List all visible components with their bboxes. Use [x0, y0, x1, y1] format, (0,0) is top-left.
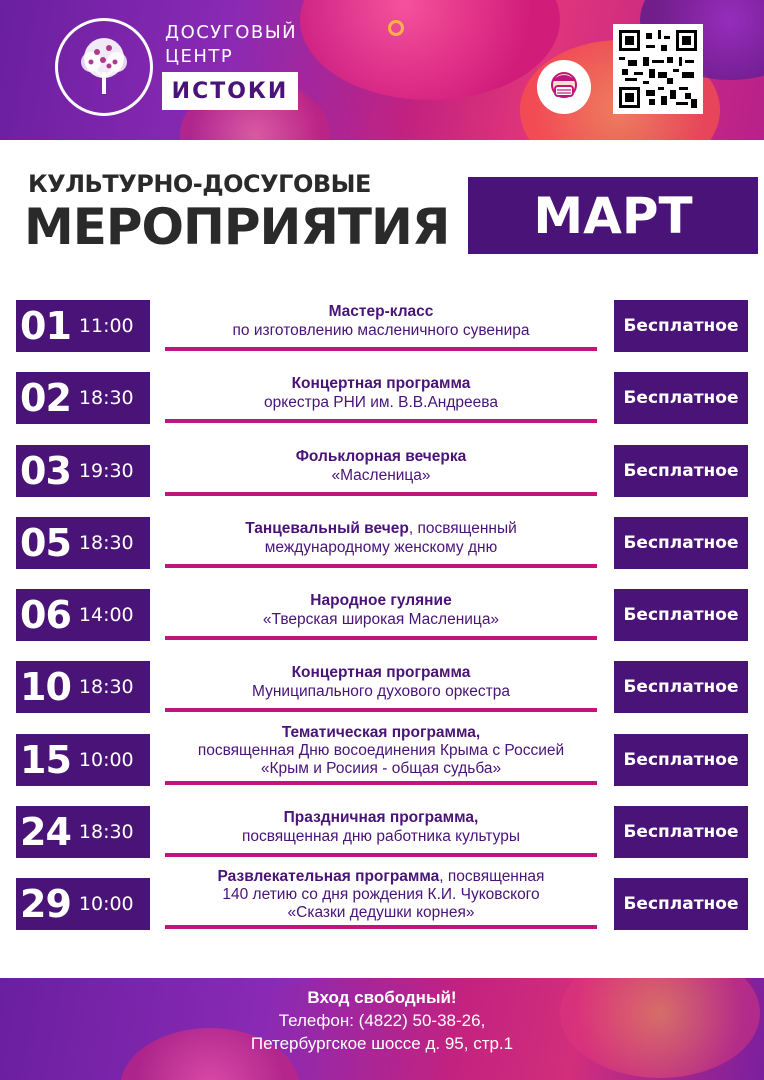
event-title: Фольклорная вечерка — [295, 448, 467, 465]
event-underline — [165, 564, 597, 568]
event-title-rest: , посвященный — [408, 520, 517, 537]
decor-blob — [300, 0, 560, 100]
event-description — [165, 519, 597, 557]
event-price-badge: Бесплатное — [614, 300, 748, 352]
event-title-rest: , посвященная — [439, 868, 545, 885]
event-row — [0, 589, 764, 649]
event-title: Праздничная программа, — [283, 809, 479, 826]
event-underline — [165, 492, 597, 496]
event-underline — [165, 419, 597, 423]
event-row — [0, 661, 764, 721]
event-underline — [165, 925, 597, 929]
event-row — [0, 445, 764, 505]
event-row — [0, 372, 764, 432]
event-price-badge: Бесплатное — [614, 372, 748, 424]
event-day: 15 — [20, 738, 71, 782]
event-description — [165, 591, 597, 629]
event-row — [0, 517, 764, 577]
event-title: Танцевальный вечер — [245, 520, 409, 537]
event-line3: «Сказки дедушки корнея» — [287, 904, 475, 921]
event-line2: посвященная Дню восоединения Крыма с Россией — [197, 742, 565, 759]
event-time: 18:30 — [78, 387, 134, 409]
event-date — [16, 661, 150, 713]
event-day: 06 — [20, 593, 71, 637]
decor-ring — [388, 20, 404, 36]
event-description — [165, 808, 597, 846]
event-title: Концертная программа — [291, 375, 471, 392]
event-description — [165, 868, 597, 922]
event-date — [16, 517, 150, 569]
event-time: 14:00 — [78, 604, 134, 626]
event-title: Концертная программа — [291, 664, 471, 681]
event-date — [16, 806, 150, 858]
event-underline — [165, 636, 597, 640]
logo-text-line1: ДОСУГОВЫЙ — [165, 22, 298, 43]
event-time: 11:00 — [78, 315, 134, 337]
event-description — [165, 302, 597, 340]
event-line2: 140 летию со дня рождения К.И. Чуковского — [222, 886, 540, 903]
phone-text: Телефон: (4822) 50-38-26, — [278, 1011, 486, 1030]
event-price-badge: Бесплатное — [614, 878, 748, 930]
footer-banner — [0, 978, 764, 1080]
event-time: 10:00 — [78, 749, 134, 771]
tree-logo-icon — [55, 18, 153, 116]
event-time: 18:30 — [78, 821, 134, 843]
event-price-badge: Бесплатное — [614, 661, 748, 713]
qr-code[interactable] — [613, 24, 703, 114]
event-row — [0, 300, 764, 360]
event-row — [0, 806, 764, 866]
event-time: 19:30 — [78, 460, 134, 482]
event-price-badge: Бесплатное — [614, 806, 748, 858]
face-mask-icon — [537, 60, 591, 114]
event-line2: международному женскому дню — [264, 539, 498, 556]
logo-text-line2: ЦЕНТР — [165, 46, 234, 67]
event-day: 05 — [20, 521, 71, 565]
event-title: Мастер-класс — [328, 303, 434, 320]
event-line2: посвященная дню работника культуры — [241, 828, 521, 845]
event-title: Развлекательная программа — [217, 868, 440, 885]
event-line2: «Масленица» — [331, 467, 431, 484]
event-date — [16, 372, 150, 424]
event-description — [165, 374, 597, 412]
event-date — [16, 734, 150, 786]
event-time: 18:30 — [78, 676, 134, 698]
event-date — [16, 445, 150, 497]
event-title: Тематическая программа, — [281, 724, 481, 741]
logo-name: ИСТОКИ — [162, 72, 298, 110]
event-day: 29 — [20, 882, 71, 926]
event-date — [16, 589, 150, 641]
page-subtitle: КУЛЬТУРНО-ДОСУГОВЫЕ — [28, 170, 371, 198]
event-underline — [165, 853, 597, 857]
event-title: Народное гуляние — [310, 592, 452, 609]
event-line3: «Крым и Росиия - общая судьба» — [260, 760, 502, 777]
event-price-badge: Бесплатное — [614, 734, 748, 786]
event-line2: Муниципального духового оркестра — [252, 683, 510, 700]
event-price-badge: Бесплатное — [614, 589, 748, 641]
event-day: 24 — [20, 810, 71, 854]
event-day: 01 — [20, 304, 71, 348]
event-underline — [165, 781, 597, 785]
event-line2: по изготовлению масленичного сувенира — [232, 322, 530, 339]
event-day: 10 — [20, 665, 71, 709]
header-banner — [0, 0, 764, 140]
event-day: 03 — [20, 449, 71, 493]
event-line2: «Тверская широкая Масленица» — [262, 611, 500, 628]
event-price-badge: Бесплатное — [614, 517, 748, 569]
entry-note: Вход свободный! — [307, 988, 457, 1007]
month-badge: МАРТ — [468, 177, 758, 254]
event-row — [0, 868, 764, 938]
event-underline — [165, 708, 597, 712]
address-text: Петербургское шоссе д. 95, стр.1 — [250, 1034, 514, 1053]
event-description — [165, 663, 597, 701]
event-description — [165, 447, 597, 485]
event-line2: оркестра РНИ им. В.В.Андреева — [264, 394, 498, 411]
event-time: 10:00 — [78, 893, 134, 915]
event-date — [16, 300, 150, 352]
event-day: 02 — [20, 376, 71, 420]
event-date — [16, 878, 150, 930]
event-description — [165, 724, 597, 778]
event-underline — [165, 347, 597, 351]
event-row — [0, 724, 764, 794]
page-title: МЕРОПРИЯТИЯ — [24, 198, 450, 256]
event-price-badge: Бесплатное — [614, 445, 748, 497]
event-time: 18:30 — [78, 532, 134, 554]
